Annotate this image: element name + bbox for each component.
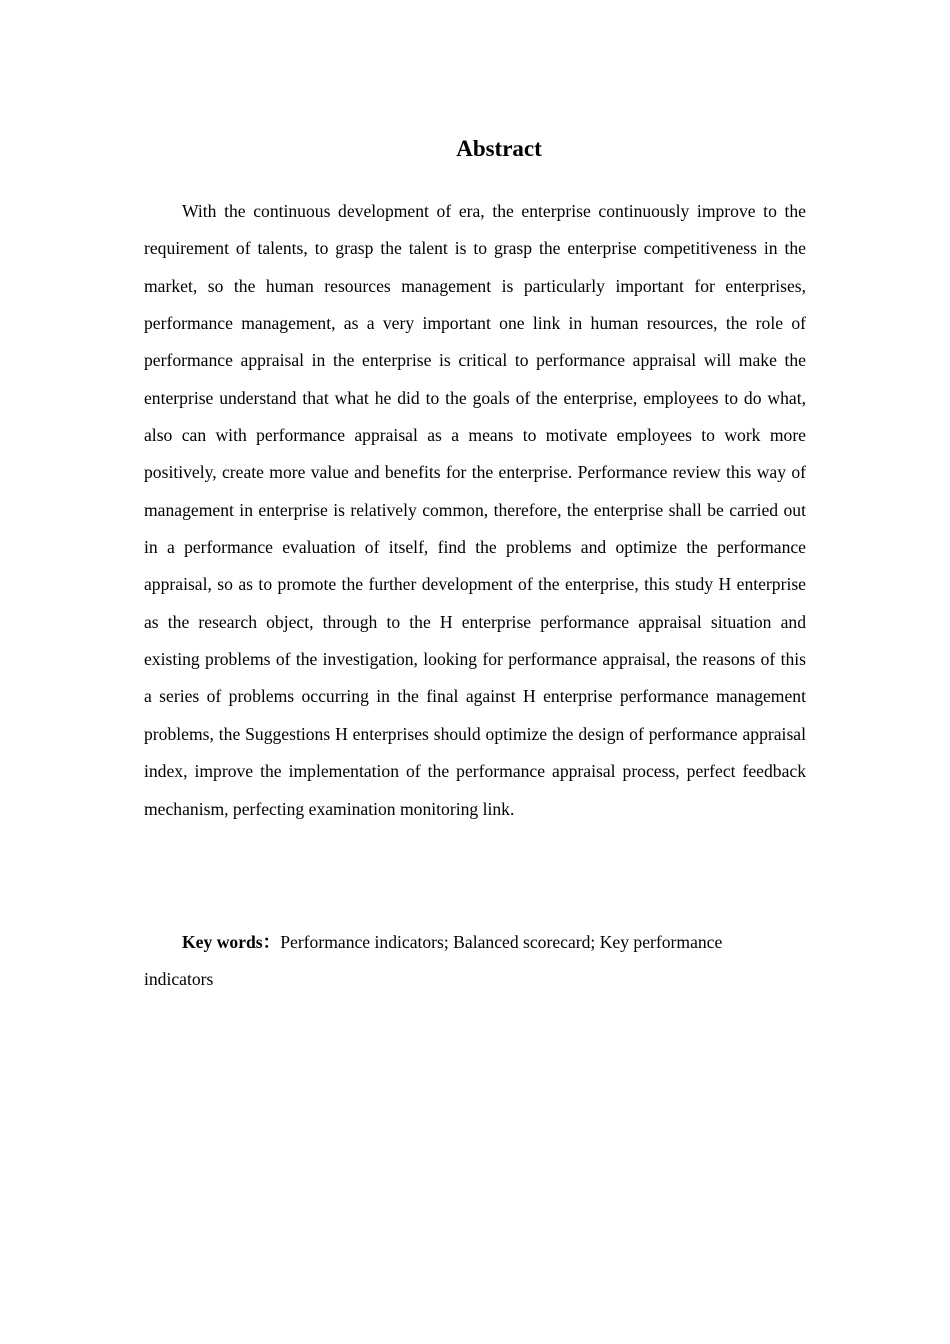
keywords-text: Performance indicators; Balanced scorecard; Key performance indicators (144, 932, 723, 990)
page-title: Abstract (456, 136, 542, 161)
abstract-paragraph: With the continuous development of era, the enterprise continuously improve to the requirement of talents, to grasp the talent is to grasp the enterprise competitiveness in the market, so the human resources management is particularly important for enterprises, performance management, as a very important one link in human resources, the role of performance appraisal in the enterprise is critical to performance appraisal will make the enterprise understand that what he did to the goals of the enterprise, employees to do what, also can with performance appraisal as a means to motivate employees to work more positively, create more value and benefits for the enterprise. Performance review this way of management in enterprise is relatively common, therefore, the enterprise shall be carried out in a performance evaluation of itself, find the problems and optimize the performance appraisal, so as to promote the further development of the enterprise, this study H enterprise as the research object, through to the H enterprise performance appraisal situation and existing problems of the investigation, looking for performance appraisal, the reasons of this a series of problems occurring in the final against H enterprise performance management problems, the Suggestions H enterprises should optimize the design of performance appraisal index, improve the implementation of the performance appraisal process, perfect feedback mechanism, perfecting examination monitoring link. (144, 201, 806, 819)
keywords-label: Key words： (182, 932, 281, 952)
keywords-line (144, 924, 784, 999)
